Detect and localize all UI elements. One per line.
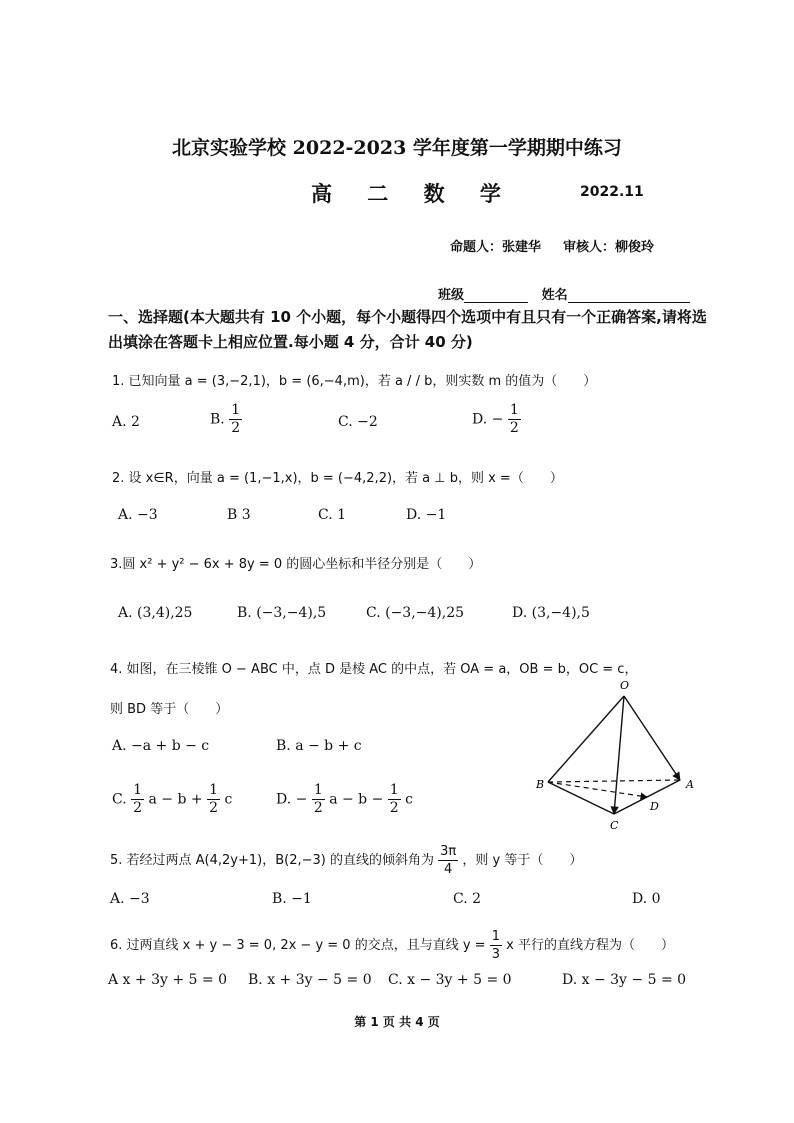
- label-d: D: [650, 800, 659, 813]
- q4-d-end: c: [405, 791, 413, 808]
- exam-title: 北京实验学校 2022-2023 学年度第一学期期中练习: [172, 137, 622, 159]
- q6-num: 1: [491, 929, 500, 944]
- q4-d-prefix: D. −: [276, 791, 308, 808]
- q6-option-a: A x + 3y + 5 = 0: [108, 972, 227, 988]
- q5-den: 4: [444, 862, 453, 877]
- q1-b-num: 1: [231, 402, 241, 418]
- label-c: C: [610, 819, 619, 832]
- authors-line: [450, 236, 654, 255]
- q4-c-d2: 2: [209, 800, 218, 816]
- q1-d-den: 2: [509, 420, 519, 436]
- class-label: 班级: [438, 288, 465, 303]
- q4-c-n1: 1: [133, 782, 143, 798]
- q4-option-d: [276, 782, 413, 817]
- q5-option-a: A. −3: [110, 891, 150, 907]
- q1-d-num: 1: [509, 402, 519, 418]
- author-label: 命题人：张建华: [450, 240, 542, 255]
- q4-d-mid: a − b −: [329, 791, 384, 808]
- q1-option-c: C. −2: [338, 414, 378, 430]
- edge-ob: [548, 696, 624, 782]
- name-label: 姓名: [541, 288, 568, 303]
- q5-stem-pre: 5. 若经过两点 A(4,2y+1)，B(2,−3) 的直线的倾斜角为: [110, 853, 434, 868]
- q4-option-a: A. −a + b − c: [112, 738, 210, 754]
- q2-option-b: B 3: [227, 507, 251, 523]
- q4-c-end: c: [224, 791, 233, 808]
- question-2-stem: 2. 设 x∈R，向量 a = (1,−1,x)，b = (−4,2,2)，若 a ⊥ b，则 x =（ ）: [112, 471, 563, 486]
- q4-c-frac2: [207, 782, 220, 817]
- reviewer-label: 审核人：柳俊玲: [563, 240, 655, 255]
- q1-b-prefix: B.: [210, 411, 225, 428]
- q4-c-prefix: C.: [112, 791, 127, 808]
- q4-d-frac1: [312, 782, 325, 817]
- q6-den: 3: [491, 947, 500, 962]
- page-footer: 第 1 页 共 4 页: [354, 1015, 440, 1029]
- student-info: [438, 284, 690, 303]
- q3-option-c: C. (−3,−4),25: [366, 605, 465, 621]
- q4-d-d1: 2: [313, 800, 323, 816]
- q4-d-d2: 2: [389, 800, 399, 816]
- q6-option-b: B. x + 3y − 5 = 0: [248, 972, 372, 988]
- q6-slope-fraction: [490, 928, 502, 963]
- q5-stem-post: ，则 y 等于（ ）: [462, 853, 583, 868]
- q6-option-d: D. x − 3y − 5 = 0: [562, 972, 687, 988]
- label-b: B: [536, 778, 545, 791]
- q1-option-b: [210, 402, 242, 437]
- question-5-stem: [110, 843, 582, 878]
- q1-option-a: A. 2: [112, 414, 140, 430]
- q1-option-d: [472, 402, 521, 437]
- edge-oa: [624, 696, 680, 780]
- q2-option-a: A. −3: [118, 507, 158, 523]
- q1-d-fraction: [508, 402, 521, 437]
- q2-option-c: C. 1: [318, 507, 347, 523]
- q3-option-b: B. (−3,−4),5: [237, 605, 327, 621]
- question-3-stem: 3.圆 x² + y² − 6x + 8y = 0 的圆心坐标和半径分别是（ ）: [110, 557, 482, 572]
- q4-option-b: B. a − b + c: [276, 738, 362, 754]
- class-blank[interactable]: [464, 288, 528, 303]
- q4-d-n2: 1: [389, 782, 399, 798]
- question-1-stem: 1. 已知向量 a = (3,−2,1)，b = (6,−4,m)，若 a / / b，则实数 m 的值为（ ）: [112, 374, 597, 389]
- name-blank[interactable]: [568, 288, 690, 303]
- q1-b-den: 2: [231, 420, 241, 436]
- q5-option-d: D. 0: [632, 891, 661, 907]
- q4-d-n1: 1: [313, 782, 323, 798]
- q5-option-b: B. −1: [272, 891, 312, 907]
- exam-date: 2022.11: [580, 184, 644, 200]
- q1-d-prefix: D. −: [472, 411, 504, 428]
- q5-option-c: C. 2: [453, 891, 482, 907]
- q5-num: 3π: [440, 844, 457, 859]
- q3-option-d: D. (3,−4),5: [512, 605, 590, 621]
- q4-option-c: [112, 782, 232, 817]
- q6-stem-post: x 平行的直线方程为（ ）: [506, 938, 674, 953]
- q4-c-d1: 2: [133, 800, 143, 816]
- q5-angle-fraction: [438, 843, 458, 878]
- section-heading: 一、选择题(本大题共有 10 个小题，每个小题得四个选项中有且只有一个正确答案,请将选出填涂在答题卡上相应位置.每小题 4 分，合计 40 分): [108, 308, 707, 351]
- q4-c-n2: 1: [209, 782, 218, 798]
- question-4-stem-line2: 则 BD 等于（ ）: [110, 702, 229, 717]
- q6-option-c: C. x − 3y + 5 = 0: [388, 972, 512, 988]
- pyramid-figure: [530, 676, 705, 836]
- label-a: A: [686, 778, 694, 791]
- edge-ba-hidden: [548, 780, 680, 782]
- q2-option-d: D. −1: [406, 507, 447, 523]
- question-4-stem: 4. 如图，在三棱锥 O − ABC 中，点 D 是棱 AC 的中点，若 OA = a，OB = b，OC = c，: [110, 662, 638, 677]
- subject-title: 高 二 数 学: [311, 181, 515, 206]
- question-6-stem: [110, 928, 674, 963]
- q4-c-frac1: [131, 782, 144, 817]
- edge-oc: [614, 696, 624, 814]
- q4-d-frac2: [388, 782, 401, 817]
- edge-bc: [548, 782, 614, 814]
- q4-c-mid: a − b +: [148, 791, 203, 808]
- q6-stem-pre: 6. 过两直线 x + y − 3 = 0, 2x − y = 0 的交点，且与直线 y =: [110, 938, 486, 953]
- label-o: O: [620, 679, 630, 692]
- q1-b-fraction: [229, 402, 242, 437]
- q3-option-a: A. (3,4),25: [118, 605, 193, 621]
